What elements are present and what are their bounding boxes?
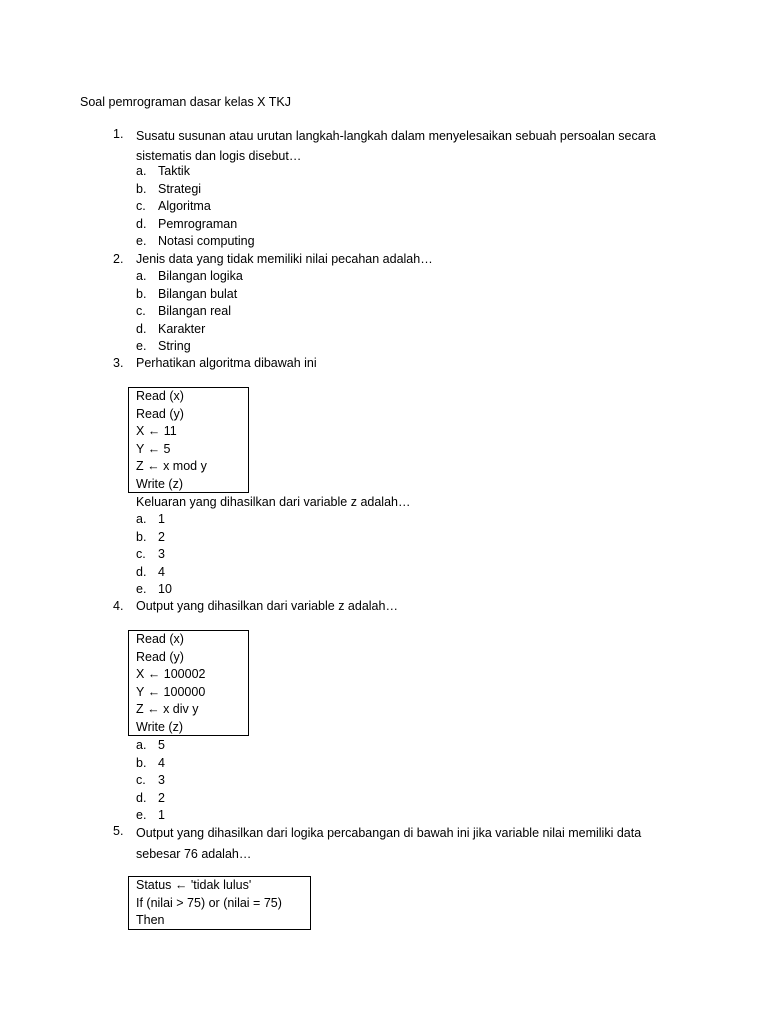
- code-line: Write (z): [136, 476, 183, 491]
- option: c. Bilangan real: [136, 304, 231, 318]
- code-line: Status ← 'tidak lulus': [136, 878, 252, 892]
- code-line: Read (y): [136, 649, 184, 664]
- question-5: [113, 823, 673, 865]
- question-number: 2.: [113, 252, 124, 266]
- code-line: Read (y): [136, 406, 184, 421]
- code-line: Then: [136, 913, 165, 927]
- option: d. 4: [136, 564, 165, 579]
- option: b. 2: [136, 529, 165, 544]
- option: e. 1: [136, 808, 165, 822]
- document-title: Soal pemrograman dasar kelas X TKJ: [80, 95, 291, 109]
- question-2: [113, 251, 673, 269]
- question-4-options: [136, 737, 165, 825]
- question-text: Susatu susunan atau urutan langkah-langkah dalam menyelesaikan sebuah persoalan secara sistematis dan logis disebut…: [136, 129, 656, 163]
- option: e. String: [136, 339, 191, 353]
- question-text: Jenis data yang tidak memiliki nilai pecahan adalah…: [136, 252, 433, 266]
- question-number: 4.: [113, 599, 124, 613]
- option: a. 1: [136, 512, 165, 526]
- question-3: [113, 355, 673, 373]
- question-number: 1.: [113, 127, 124, 141]
- question-number: 5.: [113, 824, 124, 838]
- option: c. 3: [136, 547, 165, 561]
- code-line: Y ← 5: [136, 441, 171, 456]
- code-line: X ← 11: [136, 424, 177, 438]
- code-line: Z ← x mod y: [136, 459, 207, 473]
- question-4: [113, 598, 673, 616]
- question-1: [113, 126, 673, 166]
- option: a. Taktik: [136, 164, 190, 178]
- option: b. Bilangan bulat: [136, 286, 238, 301]
- option: d. Karakter: [136, 321, 206, 336]
- option: a. 5: [136, 738, 165, 752]
- question-text: Output yang dihasilkan dari variable z adalah…: [136, 599, 398, 613]
- algorithm-box: [128, 876, 311, 930]
- algorithm-box: [128, 387, 249, 493]
- code-line: Read (x): [136, 632, 184, 646]
- option: d. Pemrograman: [136, 216, 238, 231]
- algorithm-box: [128, 630, 249, 736]
- option: b. Strategi: [136, 181, 202, 196]
- question-followup: Keluaran yang dihasilkan dari variable z adalah…: [136, 495, 411, 509]
- code-line: If (nilai > 75) or (nilai = 75): [136, 895, 282, 910]
- question-text: Perhatikan algoritma dibawah ini: [136, 356, 317, 370]
- option: d. 2: [136, 790, 165, 805]
- code-line: Write (z): [136, 719, 183, 734]
- question-1-options: [136, 163, 255, 251]
- code-line: Z ← x div y: [136, 702, 199, 716]
- question-3-options: [136, 511, 172, 599]
- question-2-options: [136, 268, 243, 356]
- option: c. 3: [136, 773, 165, 787]
- code-line: Y ← 100000: [136, 684, 206, 699]
- question-number: 3.: [113, 356, 124, 370]
- option: b. 4: [136, 755, 165, 770]
- question-text: Output yang dihasilkan dari logika percabangan di bawah ini jika variable nilai memiliki data sebesar 76 adalah…: [136, 826, 642, 861]
- option: e. Notasi computing: [136, 234, 255, 248]
- code-line: Read (x): [136, 389, 184, 403]
- option: c. Algoritma: [136, 199, 211, 213]
- code-line: X ← 100002: [136, 667, 206, 681]
- option: e. 10: [136, 582, 172, 596]
- option: a. Bilangan logika: [136, 269, 243, 283]
